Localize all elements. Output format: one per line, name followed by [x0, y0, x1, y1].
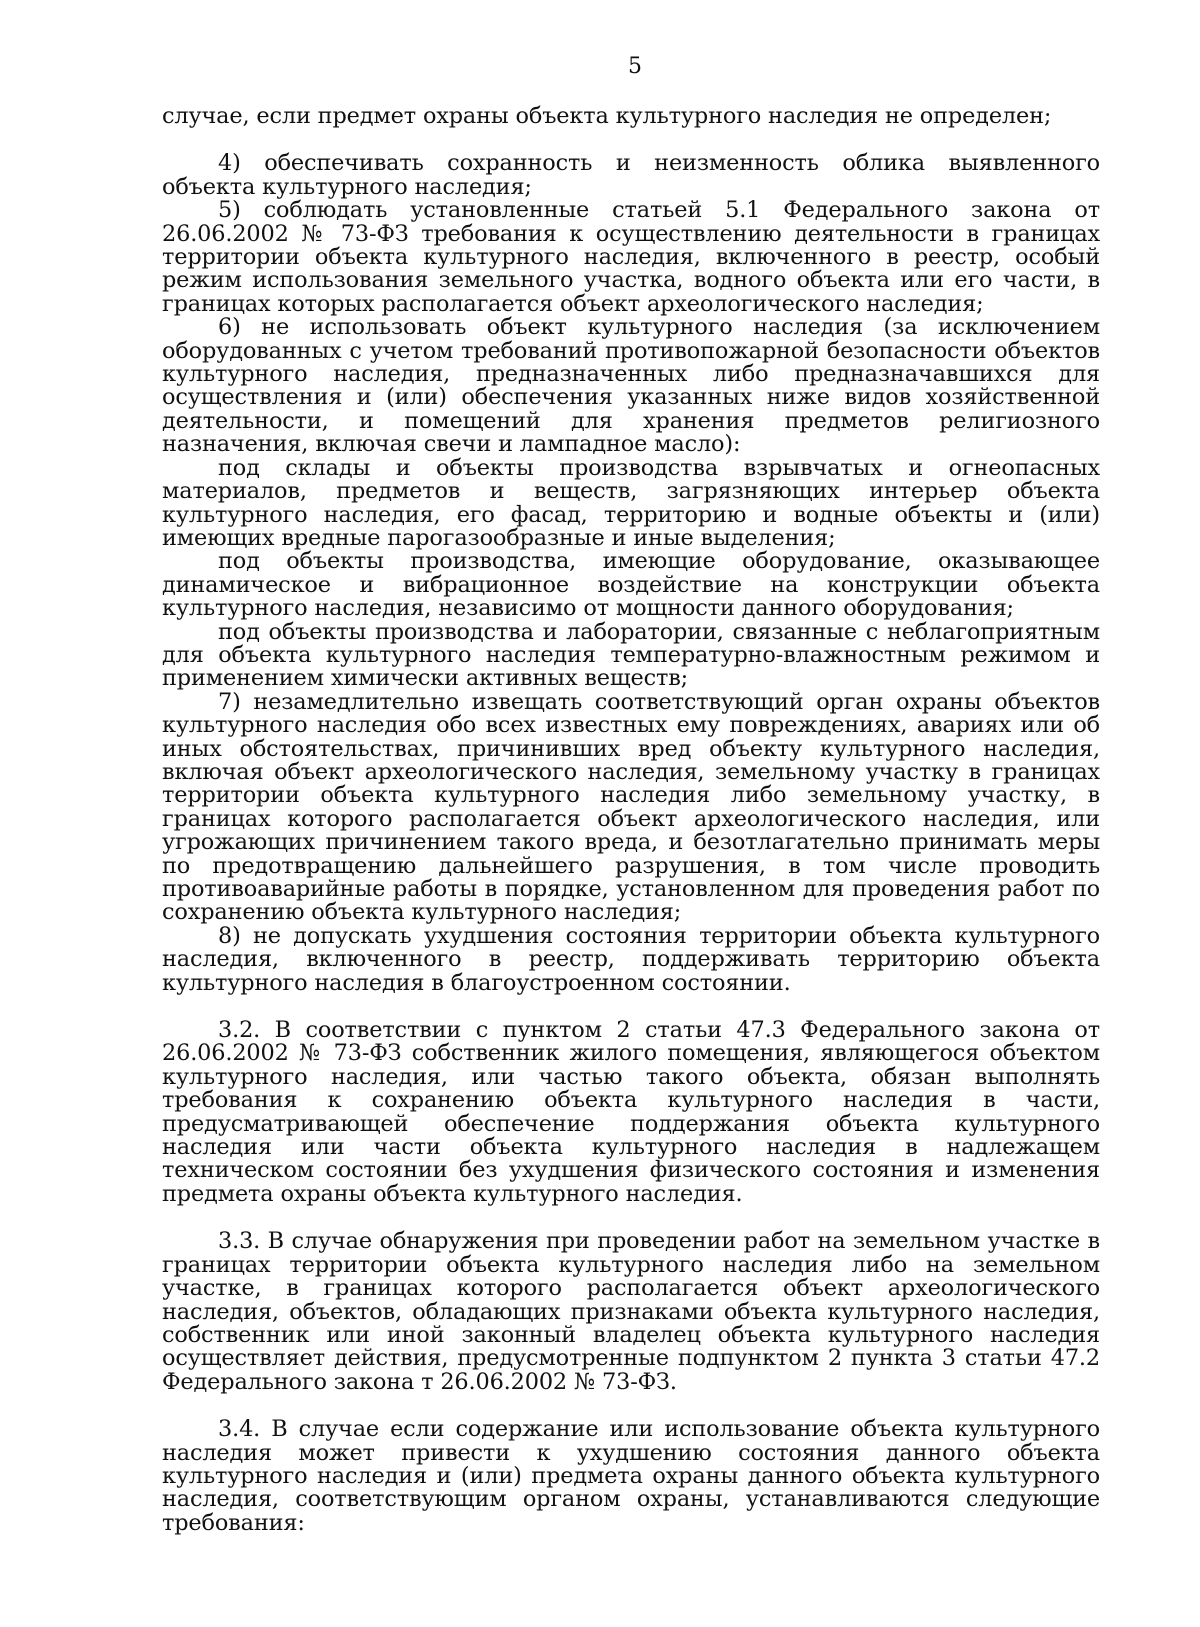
paragraph-section-3-2: 3.2. В соответствии с пунктом 2 статьи 47.3 Федерального закона от 26.06.2002 № 73-ФЗ собственник жилого помещения, являющегося объектом культурного наследия, или частью такого объекта, обязан выполнять требования к сохранению объекта культурного наследия в части, предусматривающей обеспечение поддержания объекта культурного наследия или части объекта культурного наследия в надлежащем техническом состоянии без ухудшения физического состояния и изменения предмета охраны объекта культурного наследия. — [162, 1017, 1100, 1207]
paragraph-item-5: 5) соблюдать установленные статьей 5.1 Федерального закона от 26.06.2002 № 73-ФЗ требования к осуществлению деятельности в границах территории объекта культурного наследия, включенного в реестр, особый режим использования земельного участка, водного объекта или его части, в границах которых располагается объект археологического наследия; — [162, 197, 1100, 317]
paragraph-item-6-sub-1: под склады и объекты производства взрывчатых и огнеопасных материалов, предметов и веществ, загрязняющих интерьер объекта культурного наследия, его фасад, территорию и водные объекты и (или) имеющих вредные парогазообразные и иные выделения; — [162, 454, 1100, 551]
paragraph-item-8: 8) не допускать ухудшения состояния территории объекта культурного наследия, включенного в реестр, поддерживать территорию объекта культурного наследия в благоустроенном состоянии. — [162, 922, 1100, 996]
page-number: 5 — [628, 54, 642, 79]
paragraph-section-3-3: 3.3. В случае обнаружения при проведении работ на земельном участке в границах территории объекта культурного наследия либо на земельном участке, в границах которого располагается объект археологического наследия, объектов, обладающих признаками объекта культурного наследия, собственник или иной законный владелец объекта культурного наследия осуществляет действия, предусмотренные подпунктом 2 пункта 3 статьи 47.2 Федерального закона т 26.06.2002 № 73-ФЗ. — [162, 1228, 1100, 1395]
paragraph-item-6: 6) не использовать объект культурного наследия (за исключением оборудованных с учетом требований противопожарной безопасности объектов культурного наследия, предназначенных либо предназначавшихся для осуществления и (или) обеспечения указанных ниже видов хозяйственной деятельности, и помещений для хранения предметов религиозного назначения, включая свечи и лампадное масло): — [162, 314, 1100, 458]
paragraph-item-6-sub-2: под объекты производства, имеющие оборудование, оказывающее динамическое и вибрационное воздействие на конструкции объекта культурного наследия, независимо от мощности данного оборудования; — [162, 548, 1100, 622]
paragraph-item-7: 7) незамедлительно извещать соответствующий орган охраны объектов культурного наследия обо всех известных ему повреждениях, авариях или об иных обстоятельствах, причинивших вред объекту культурного наследия, включая объект археологического наследия, земельному участку в границах территории объекта культурного наследия либо земельному участку, в границах которого располагается объект археологического наследия, или угрожающих причинением такого вреда, и безотлагательно принимать меры по предотвращению дальнейшего разрушения, в том числе проводить противоаварийные работы в порядке, установленном для проведения работ по сохранению объекта культурного наследия; — [162, 688, 1100, 926]
paragraph-section-3-4: 3.4. В случае если содержание или использование объекта культурного наследия может привести к ухудшению состояния данного объекта культурного наследия и (или) предмета охраны данного объекта культурного наследия, соответствующим органом охраны, устанавливаются следующие требования: — [162, 1416, 1100, 1536]
paragraph-continuation: случае, если предмет охраны объекта культурного наследия не определен; — [162, 103, 1052, 129]
document-body — [162, 105, 1100, 1535]
paragraph-item-4: 4) обеспечивать сохранность и неизменность облика выявленного объекта культурного наследия; — [162, 150, 1100, 200]
paragraph-item-6-sub-3: под объекты производства и лаборатории, связанные с неблагоприятным для объекта культурного наследия температурно-влажностным режимом и применением химически активных веществ; — [162, 618, 1100, 692]
